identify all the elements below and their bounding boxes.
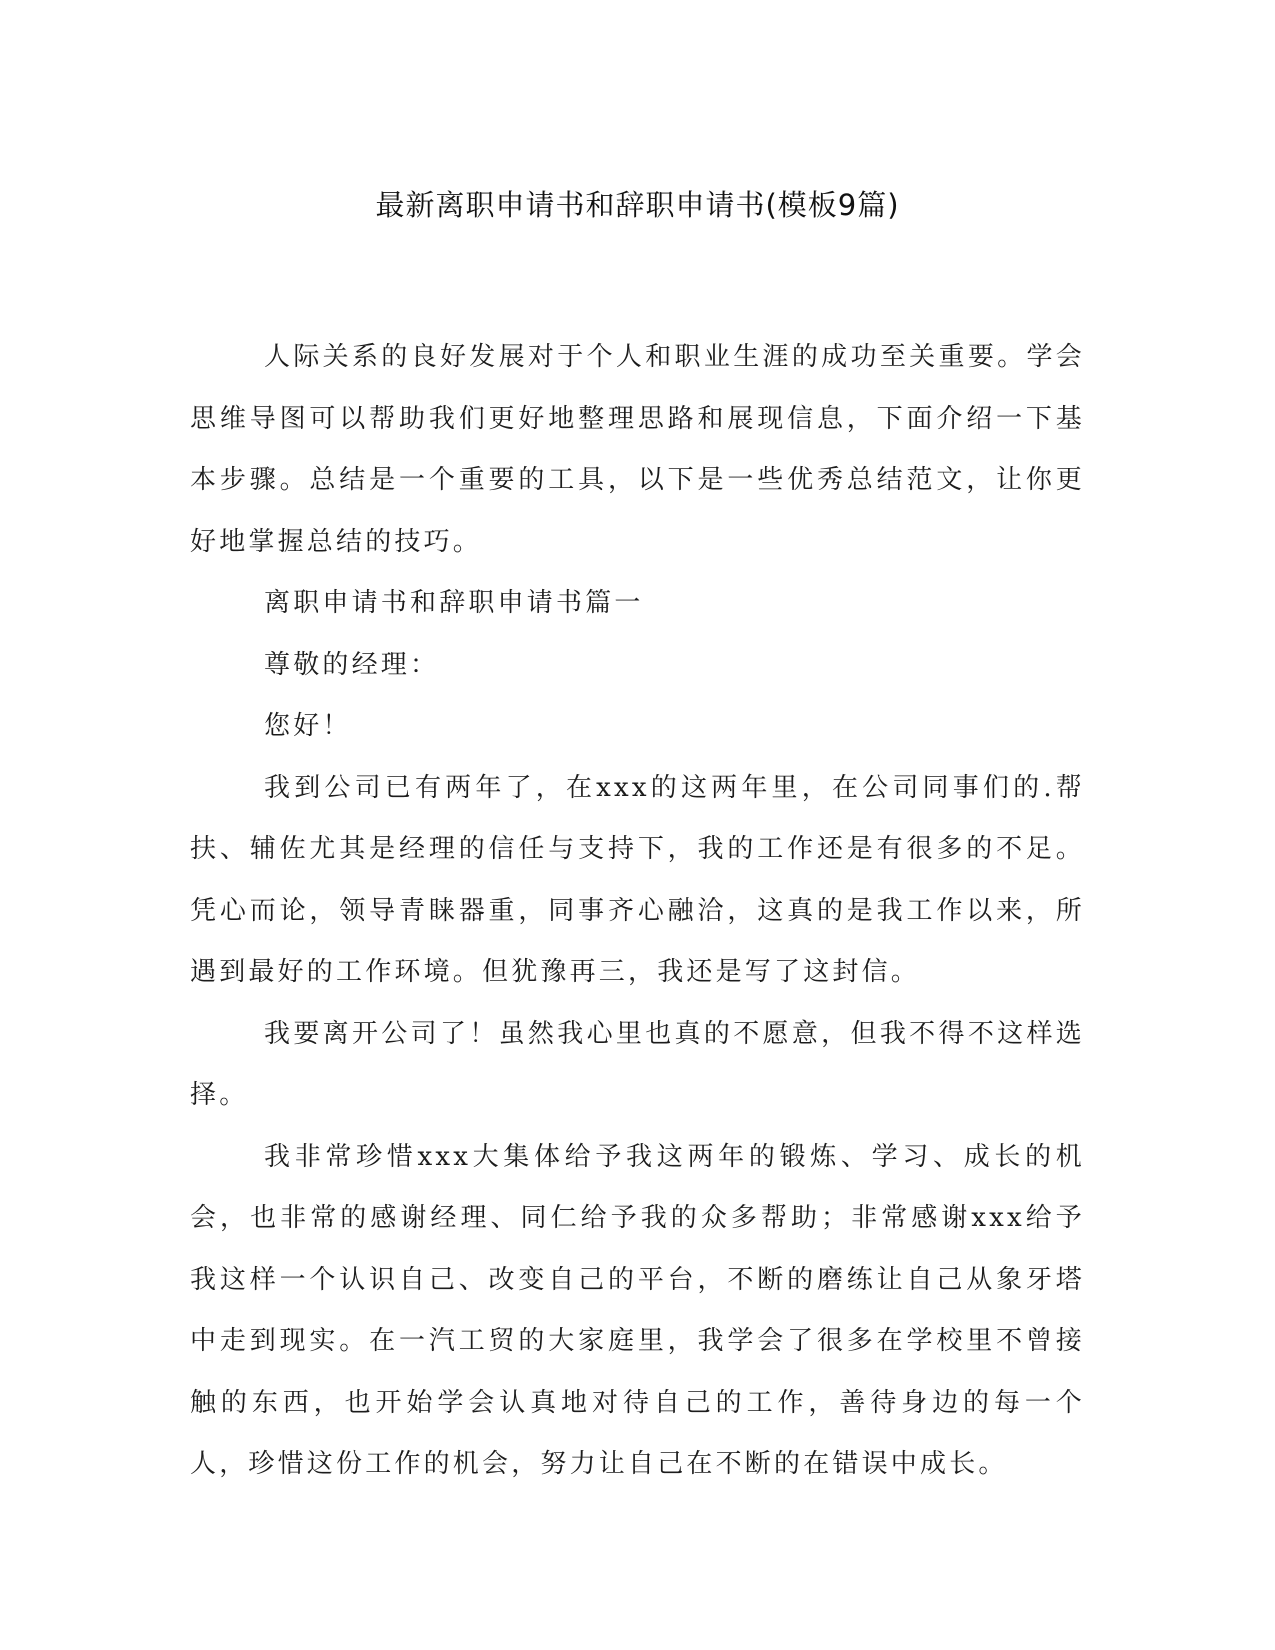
section-heading: 离职申请书和辞职申请书篇一 xyxy=(264,588,644,618)
greeting: 您好！ xyxy=(264,711,352,741)
body-paragraph: 我要离开公司了！虽然我心里也真的不愿意，但我不得不这样选择。 xyxy=(190,1018,1085,1110)
salutation: 尊敬的经理： xyxy=(264,649,440,680)
body-paragraph: 我非常珍惜xxx大集体给予我这两年的锻炼、学习、成长的机会，也非常的感谢经理、同仁给予我的众多帮助；非常感谢xxx给予我这样一个认识自己、改变自己的平台，不断的磨练让自己从象牙塔中走到现实。在一汽工贸的大家庭里，我学会了很多在学校里不曾接触的东西，也开始学会认真地对待自己的工作，善待身边的每一个人，珍惜这份工作的机会，努力让自己在不断的在错误中成长。 xyxy=(190,1141,1085,1479)
document-title: 最新离职申请书和辞职申请书(模板9篇) xyxy=(375,188,900,222)
intro-paragraph: 人际关系的良好发展对于个人和职业生涯的成功至关重要。学会思维导图可以帮助我们更好地整理思路和展现信息，下面介绍一下基本步骤。总结是一个重要的工具，以下是一些优秀总结范文，让你更好地掌握总结的技巧。 xyxy=(190,342,1085,557)
body-paragraph: 我到公司已有两年了，在xxx的这两年里，在公司同事们的.帮扶、辅佐尤其是经理的信任与支持下，我的工作还是有很多的不足。凭心而论，领导青睐器重，同事齐心融洽，这真的是我工作以来，所遇到最好的工作环境。但犹豫再三，我还是写了这封信。 xyxy=(190,772,1085,987)
document-body xyxy=(190,327,1085,1496)
